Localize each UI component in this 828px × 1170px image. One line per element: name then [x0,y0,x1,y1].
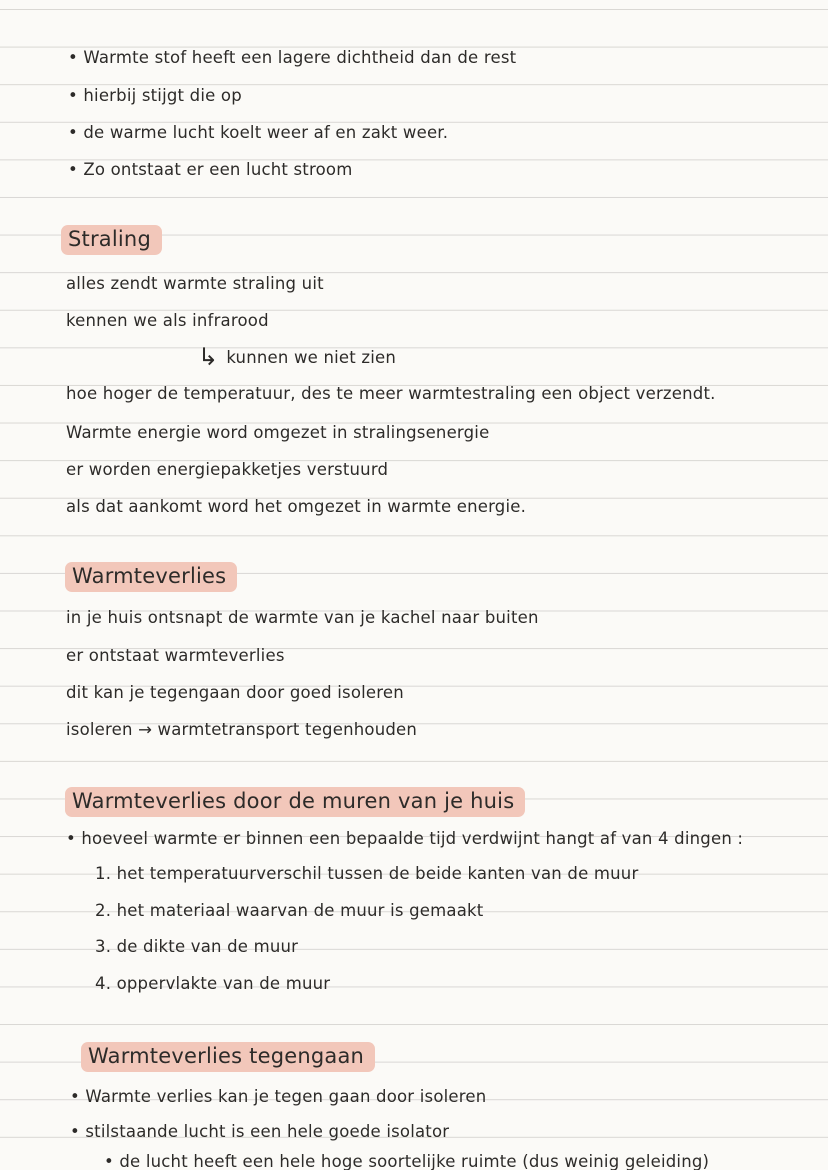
note-line: in je huis ontsnapt de warmte van je kachel naar buiten [66,608,539,627]
note-line: als dat aankomt word het omgezet in warmte energie. [66,497,527,516]
note-line-annotation [198,341,396,370]
note-line: Warmte energie word omgezet in stralingsenergie [66,423,490,442]
numbered-item: 4. oppervlakte van de muur [95,974,331,993]
numbered-item: 2. het materiaal waarvan de muur is gemaakt [95,901,484,920]
note-line: kennen we als infrarood [66,311,269,330]
highlight-marker: Warmteverlies tegengaan [81,1042,375,1072]
note-line: hoe hoger de temperatuur, des te meer warmtestraling een object verzendt. [66,384,716,403]
down-right-arrow-icon: ↳ [198,343,219,371]
note-line: • Warmte stof heeft een lagere dichtheid dan de rest [68,48,517,67]
note-line: • Warmte verlies kan je tegen gaan door isoleren [70,1087,487,1106]
numbered-item: 3. de dikte van de muur [95,937,299,956]
section-heading-muren [72,789,525,814]
note-line: • de lucht heeft een hele hoge soortelijke ruimte (dus weinig geleiding) [104,1152,710,1170]
numbered-item: 1. het temperatuurverschil tussen de beide kanten van de muur [95,864,639,883]
section-heading-warmteverlies [72,564,237,589]
annotation-text: kunnen we niet zien [226,348,397,367]
note-line: dit kan je tegengaan door goed isoleren [66,683,404,702]
section-heading-straling [68,227,162,252]
note-line: • de warme lucht koelt weer af en zakt weer. [68,123,449,142]
highlight-marker: Warmteverlies door de muren van je huis [65,787,525,817]
note-line: er ontstaat warmteverlies [66,646,285,665]
section-heading-tegengaan [88,1044,375,1069]
note-line: er worden energiepakketjes verstuurd [66,460,389,479]
note-line: • stilstaande lucht is een hele goede isolator [70,1122,450,1141]
highlight-marker: Warmteverlies [65,562,237,592]
highlight-marker: Straling [61,225,162,255]
note-line: • hoeveel warmte er binnen een bepaalde tijd verdwijnt hangt af van 4 dingen : [66,829,744,848]
note-line: • Zo ontstaat er een lucht stroom [68,160,353,179]
note-line: alles zendt warmte straling uit [66,274,324,293]
note-line: • hierbij stijgt die op [68,86,242,105]
note-line: isoleren → warmtetransport tegenhouden [66,720,418,739]
